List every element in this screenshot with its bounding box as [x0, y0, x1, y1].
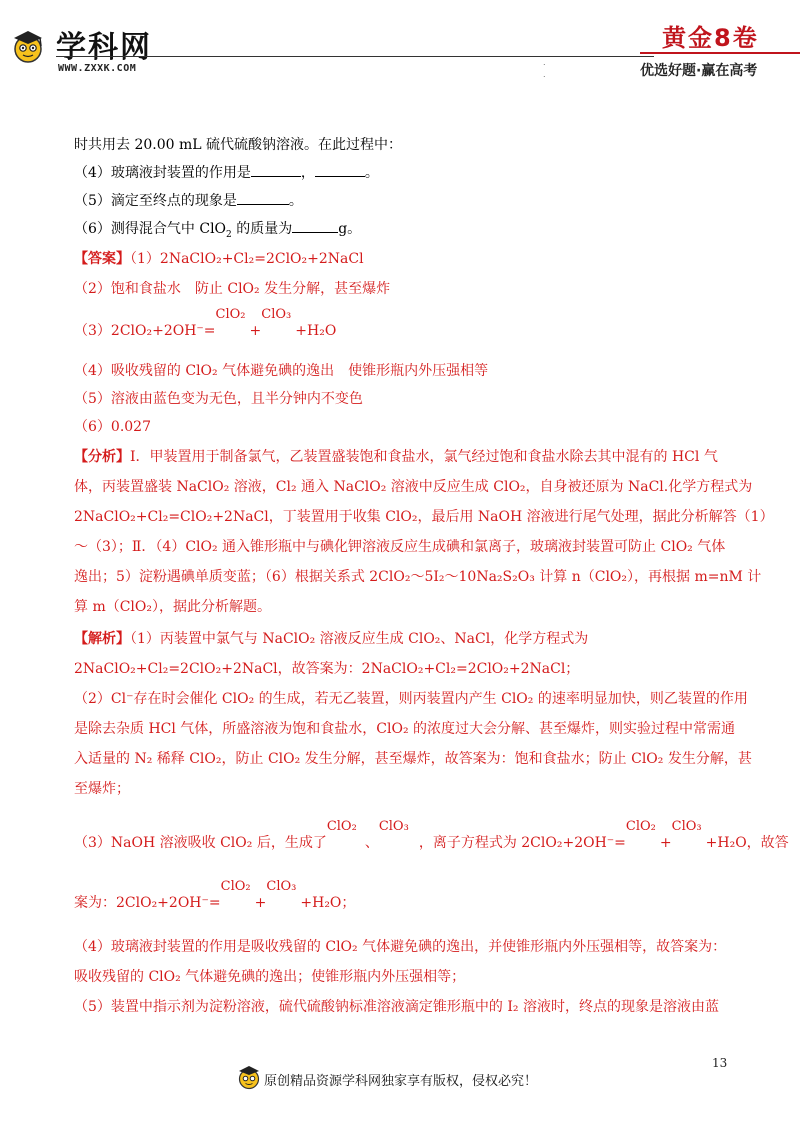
explanation-text: +H₂O，故答: [705, 835, 789, 851]
question-text: 。: [288, 193, 303, 209]
analysis-text: Ⅰ．甲装置用于制备氯气，乙装置盛装饱和食盐水，氯气经过饱和食盐水除去其中混有的 HCl 气: [130, 449, 718, 465]
analysis-line: 2NaClO₂+Cl₂=ClO₂+2NaCl，丁装置用于收集 ClO₂，最后用 NaOH 溶液进行尾气处理，据此分析解答（1）: [74, 509, 774, 525]
question-text: 的质量为: [231, 221, 293, 237]
answer-blank: [251, 164, 301, 177]
question-text: （4）玻璃液封装置的作用是: [74, 165, 251, 181]
formula-top: ClO₂: [625, 819, 656, 834]
question-6: [74, 218, 361, 240]
explanation-text: 案为：2ClO₂+2OH⁻=: [74, 895, 221, 911]
brand-slogan: 优选好题·赢在高考: [640, 63, 758, 79]
explanation-text: +: [659, 835, 672, 851]
explanation-line: [74, 628, 588, 648]
question-5: [74, 190, 303, 210]
explanation-text: ，离子方程式为 2ClO₂+2OH⁻=: [418, 835, 626, 851]
explanation-tag: 【解析】: [74, 631, 130, 647]
answer-blank: [237, 192, 289, 205]
explanation-text: +: [254, 895, 267, 911]
answer-line-3: [74, 307, 337, 340]
formula-term: [220, 879, 255, 907]
explanation-text: （3）NaOH 溶液吸收 ClO₂ 后，生成了: [74, 835, 327, 851]
formula-term: [261, 307, 295, 335]
brand-title: 黄金8卷: [662, 24, 759, 52]
formula-top: ClO₃: [261, 307, 292, 322]
page-number: 13: [712, 1056, 728, 1070]
formula-top: ClO₃: [266, 879, 297, 894]
explanation-line-formula: [74, 879, 356, 912]
answer-line-2: （2）饱和食盐水 防止 ClO₂ 发生分解，甚至爆炸: [74, 281, 391, 297]
text-line: 时共用去 20.00 mL 硫代硫酸钠溶液。在此过程中：: [74, 137, 403, 153]
formula-term: [326, 819, 365, 847]
copyright-notice: 原创精品资源学科网独家享有版权，侵权必究！: [264, 1074, 538, 1089]
question-text: （6）测得混合气中 ClO: [74, 221, 227, 237]
header-divider: [56, 56, 654, 57]
answer-blank: [292, 220, 338, 233]
formula-term: [625, 819, 660, 847]
question-text: g。: [338, 221, 362, 237]
answer-tag: 【答案】: [74, 251, 130, 267]
explanation-line: 至爆炸；: [74, 781, 130, 797]
answer-text: +H₂O: [295, 323, 337, 339]
question-text: 。: [364, 165, 379, 181]
question-text: ，: [300, 165, 315, 181]
question-text: （5）滴定至终点的现象是: [74, 193, 237, 209]
formula-top: ClO₂: [215, 307, 246, 322]
analysis-line: 算 m（ClO₂），据此分析解题。: [74, 599, 272, 615]
answer-line-1: [74, 248, 364, 268]
explanation-line-formula: [74, 819, 789, 852]
formula-term: [215, 307, 250, 335]
explanation-line: 是除去杂质 HCl 气体，所盛溶液为饱和食盐水，ClO₂ 的浓度过大会分解、甚至爆炸，则实验过程中常需通: [74, 721, 736, 737]
explanation-line: 入适量的 N₂ 稀释 ClO₂，防止 ClO₂ 发生分解，甚至爆炸，故答案为：饱和食盐水；防止 ClO₂ 发生分解，甚: [74, 751, 752, 767]
formula-top: ClO₂: [220, 879, 251, 894]
answer-text: （1）2NaClO₂+Cl₂=2ClO₂+2NaCl: [130, 251, 364, 267]
answer-line-4: （4）吸收残留的 ClO₂ 气体避免碘的逸出 使锥形瓶内外压强相等: [74, 363, 489, 379]
explanation-text: （1）丙装置中氯气与 NaClO₂ 溶液反应生成 ClO₂、NaCl，化学方程式为: [130, 631, 589, 647]
header-dot: .: [543, 70, 546, 79]
explanation-text: 、: [364, 835, 379, 851]
site-logo-text: 学科网: [56, 30, 152, 65]
formula-top: ClO₃: [671, 819, 702, 834]
formula-term: [266, 879, 300, 907]
page-header: [0, 0, 800, 90]
analysis-line: ～（3）；Ⅱ．（4）ClO₂ 通入锥形瓶中与碘化钾溶液反应生成碘和氯离子，玻璃液封装置可防止 ClO₂ 气体: [74, 539, 726, 555]
explanation-line: 吸收残留的 ClO₂ 气体避免碘的逸出；使锥形瓶内外压强相等；: [74, 969, 466, 985]
explanation-line: （5）装置中指示剂为淀粉溶液，硫代硫酸钠标准溶液滴定锥形瓶中的 I₂ 溶液时，终点的现象是溶液由蓝: [74, 999, 719, 1015]
analysis-line: 逸出；5）淀粉遇碘单质变蓝；（6）根据关系式 2ClO₂～5I₂～10Na₂S₂O₃ 计算 n（ClO₂），再根据 m=nM 计: [74, 569, 762, 585]
answer-text: （3）2ClO₂+2OH⁻=: [74, 323, 216, 339]
analysis-line: 体，丙装置盛装 NaClO₂ 溶液，Cl₂ 通入 NaClO₂ 溶液中反应生成 ClO₂，自身被还原为 NaCl.化学方程式为: [74, 479, 753, 495]
question-4: [74, 162, 379, 182]
explanation-text: +H₂O；: [300, 895, 356, 911]
formula-top: ClO₂: [326, 819, 357, 834]
formula-term: [671, 819, 706, 847]
answer-line-6: （6）0.027: [74, 419, 151, 435]
answer-blank: [315, 164, 365, 177]
explanation-line: （2）Cl⁻存在时会催化 ClO₂ 的生成，若无乙装置，则丙装置内产生 ClO₂ 的速率明显加快，则乙装置的作用: [74, 691, 748, 707]
header-dot: .: [543, 58, 546, 67]
subscript: 2: [226, 229, 232, 240]
brand-divider: [640, 52, 800, 54]
mascot-footer-icon: [236, 1064, 262, 1090]
explanation-line: （4）玻璃液封装置的作用是吸收残留的 ClO₂ 气体避免碘的逸出，并使锥形瓶内外压强相等，故答案为：: [74, 939, 727, 955]
formula-top: ClO₃: [378, 819, 409, 834]
answer-text: +: [249, 323, 262, 339]
formula-term: [378, 819, 419, 847]
analysis-tag: 【分析】: [74, 449, 130, 465]
analysis-line: [74, 446, 718, 466]
explanation-line: 2NaClO₂+Cl₂=2ClO₂+2NaCl，故答案为：2NaClO₂+Cl₂=2ClO₂+2NaCl；: [74, 661, 580, 677]
mascot-logo-icon: [10, 28, 46, 64]
site-url: WWW.ZXXK.COM: [58, 63, 137, 74]
answer-line-5: （5）溶液由蓝色变为无色，且半分钟内不变色: [74, 391, 363, 407]
